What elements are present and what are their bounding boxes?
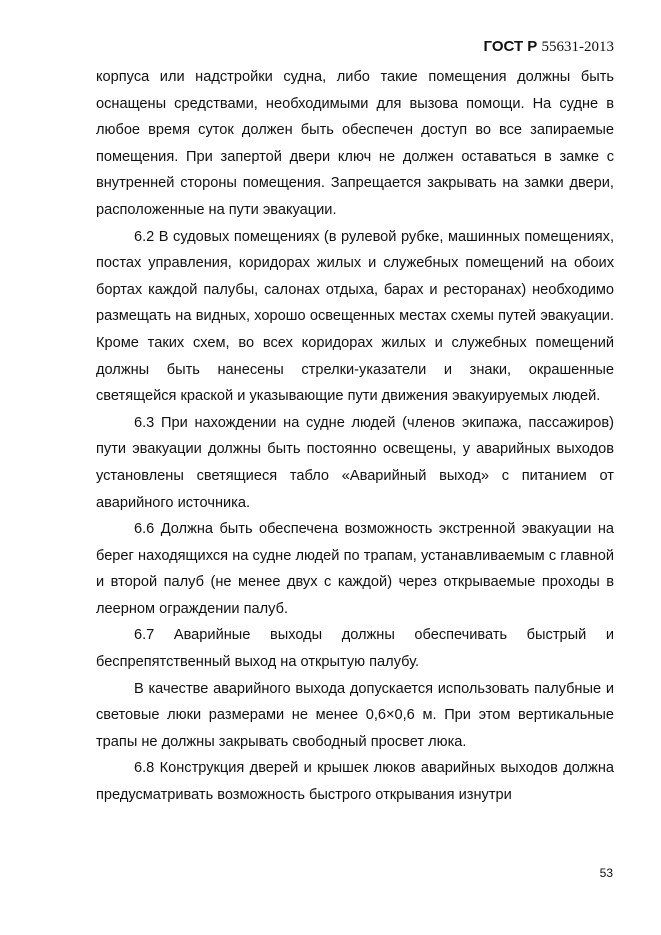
paragraph-6-7: 6.7 Аварийные выходы должны обеспечивать быстрый и беспрепятственный выход на открытую палубу.	[96, 627, 614, 671]
standard-code: ГОСТ Р	[483, 38, 538, 55]
standard-number: 55631-2013	[541, 39, 614, 55]
paragraph-6-6: 6.6 Должна быть обеспечена возможность экстренной эвакуации на берег находящихся на судне людей по трапам, устанавливаемым с главной и второй палуб (не менее двух с каждой) через открываемые проходы в леерном ограждении палуб.	[96, 521, 614, 617]
paragraph-emergency-hatch: В качестве аварийного выхода допускается использовать палубные и световые люки размерами не менее 0,6×0,6 м. При этом вертикальные трапы не должны закрывать свободный просвет люка.	[96, 680, 614, 750]
paragraph-6-3: 6.3 При нахождении на судне людей (членов экипажа, пассажиров) пути эвакуации должны быть постоянно освещены, у аварийных выходов установлены светящиеся табло «Аварийный выход» с питанием от аварийного источника.	[96, 414, 614, 511]
paragraph-continuation: корпуса или надстройки судна, либо такие помещения должны быть оснащены средствами, необходимыми для вызова помощи. На судне в любое время суток должен быть обеспечен доступ во все запираемые помещения. При запертой двери ключ не должен оставаться в замке с внутренней стороны помещения. Запрещается закрывать на замки двери, расположенные на пути эвакуации.	[96, 69, 614, 218]
page-number: 53	[599, 866, 613, 880]
page-header	[484, 38, 614, 56]
body-text	[96, 64, 614, 809]
paragraph-6-8: 6.8 Конструкция дверей и крышек люков аварийных выходов должна предусматривать возможность быстрого открывания изнутри	[96, 760, 614, 804]
paragraph-6-2: 6.2 В судовых помещениях (в рулевой рубке, машинных помещениях, постах управления, коридорах жилых и служебных помещений на обоих бортах каждой палубы, салонах отдыха, барах и ресторанах) необходимо размещать на видных, хорошо освещенных местах схемы путей эвакуации. Кроме таких схем, во всех коридорах жилых и служебных помещений должны быть нанесены стрелки-указатели и знаки, окрашенные светящейся краской и указывающие пути движения эвакуируемых людей.	[96, 228, 614, 405]
